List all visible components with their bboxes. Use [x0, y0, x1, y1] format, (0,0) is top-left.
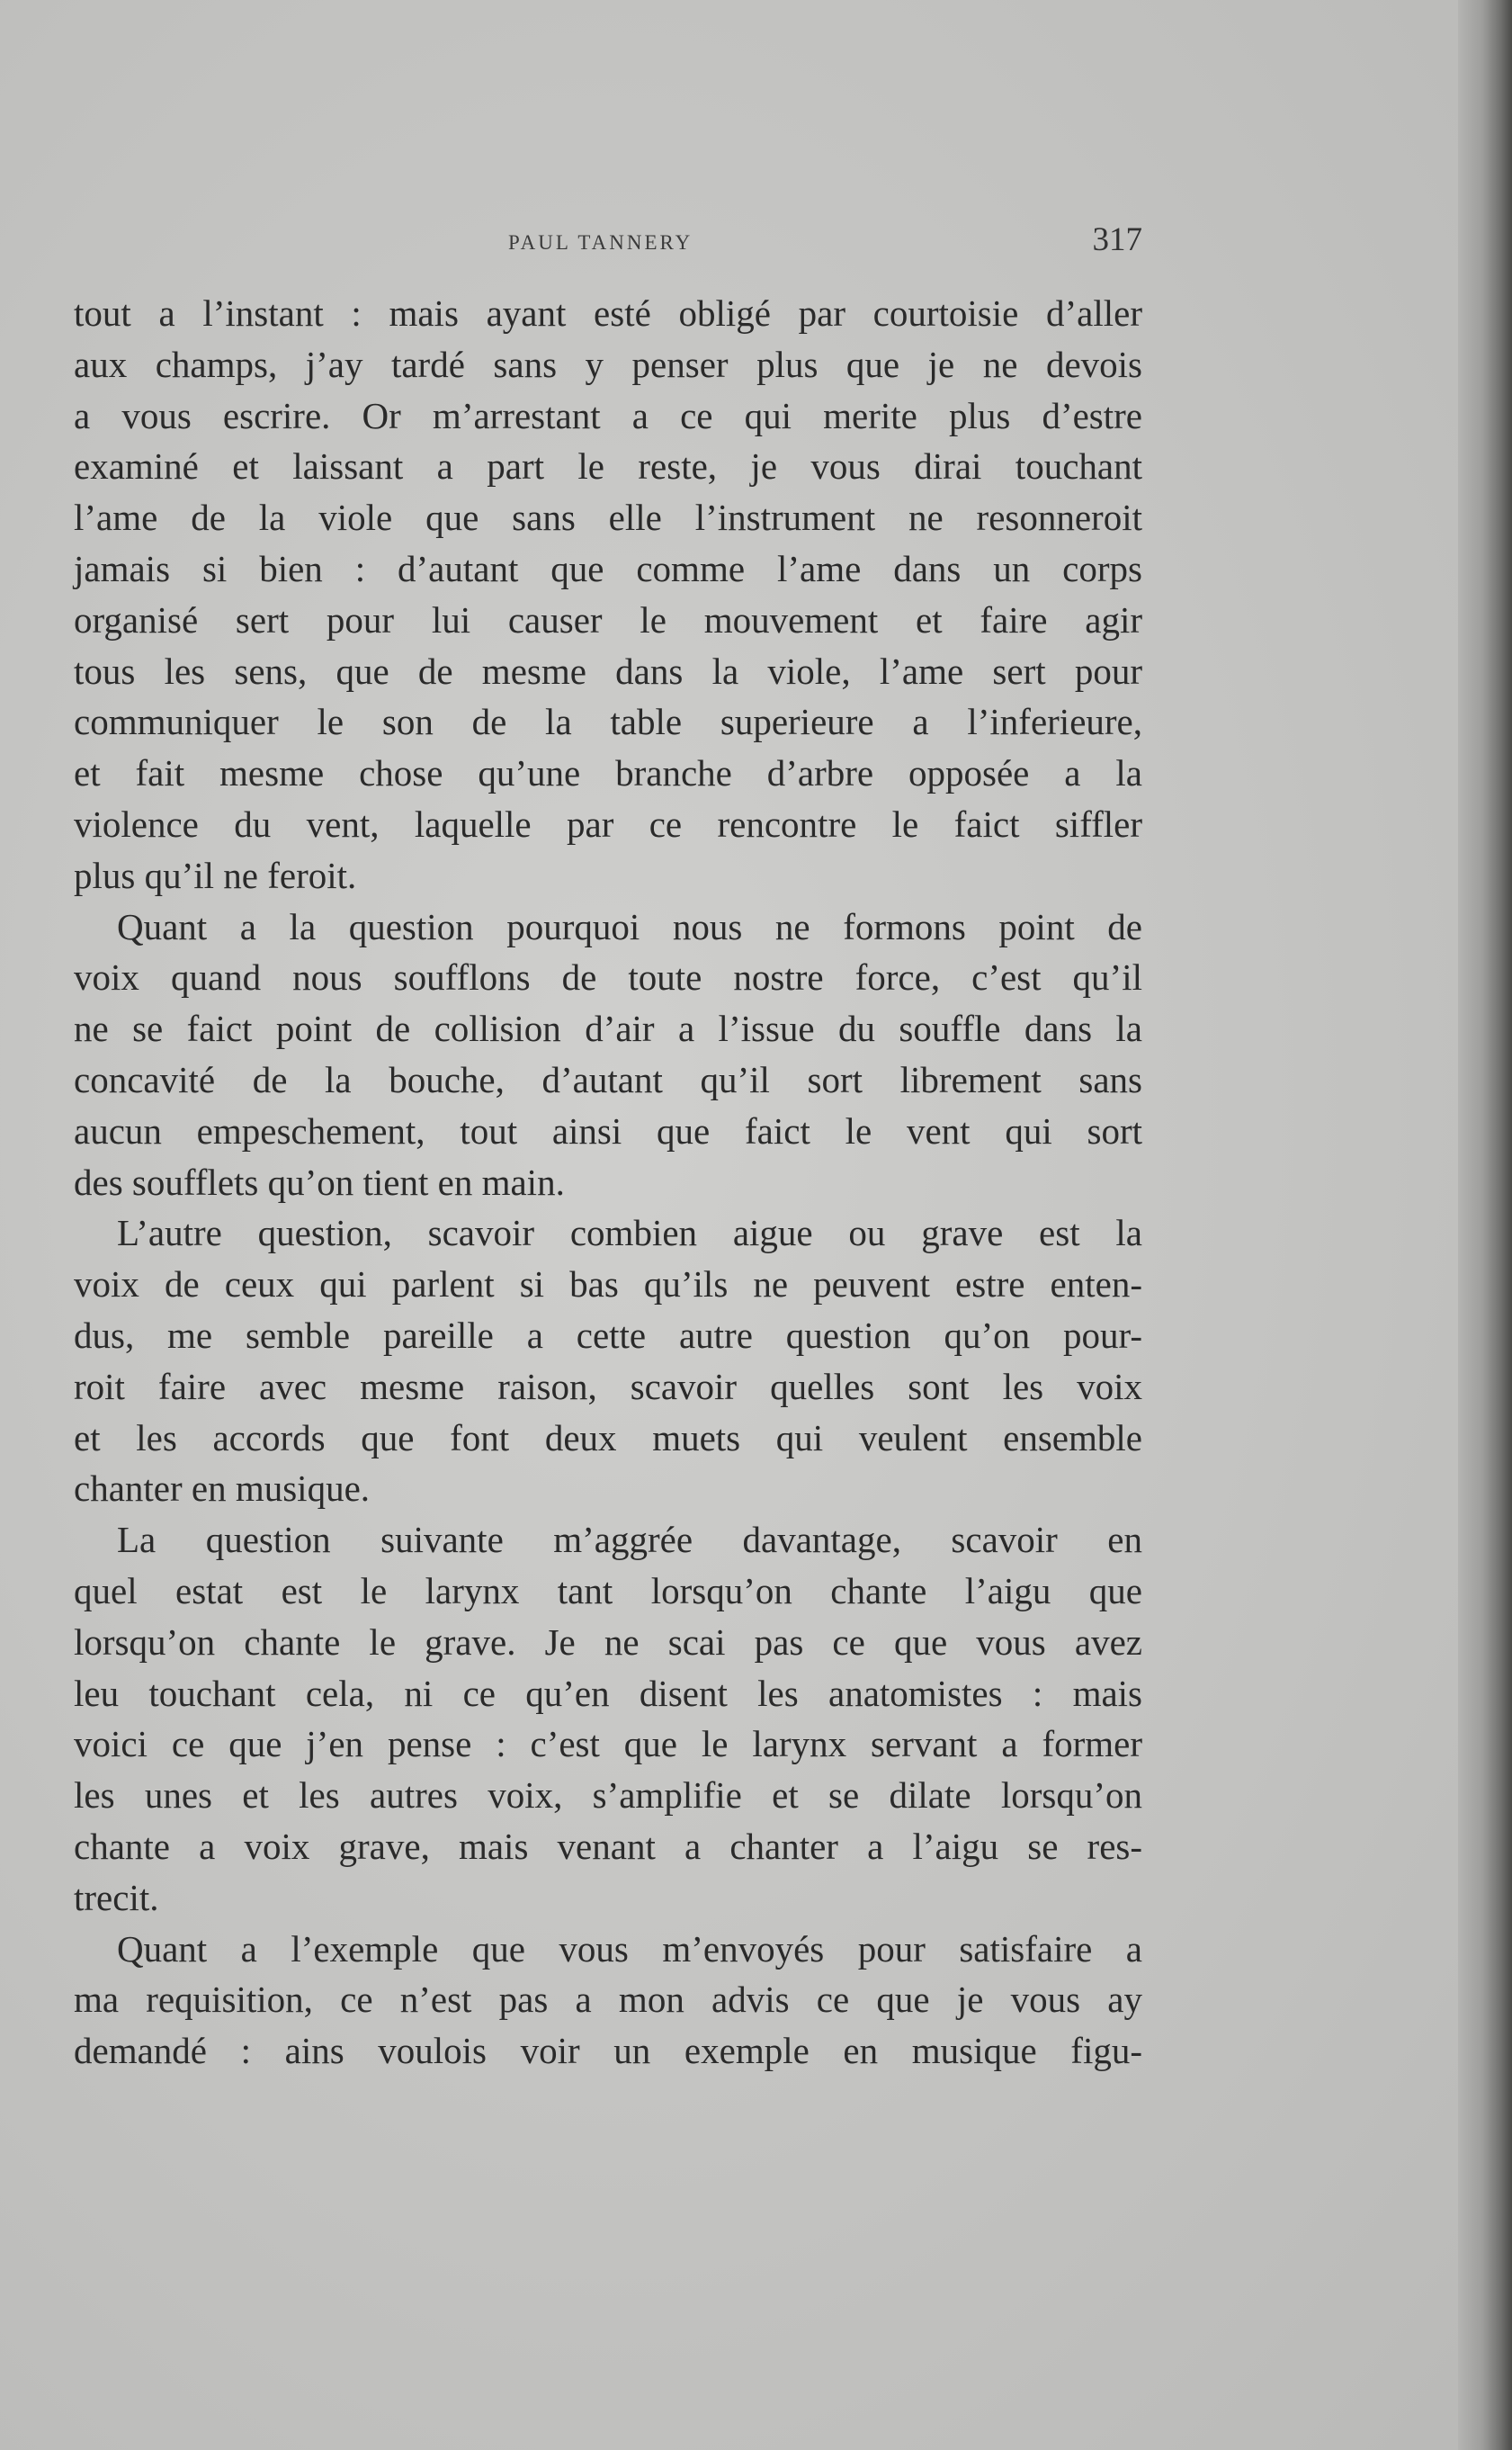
page-number: 317 [1092, 221, 1142, 258]
text-line: voix quand nous soufflons de toute nostre force, c’est qu’il [74, 956, 1142, 999]
text-line: a vous escrire. Or m’arrestant a ce qui merite plus d’estre [74, 394, 1142, 436]
running-head [72, 220, 1142, 265]
body-text [74, 288, 1142, 2077]
text-line: leu touchant cela, ni ce qu’en disent les anatomistes : mais [74, 1672, 1142, 1714]
running-title: PAUL TANNERY [508, 231, 693, 254]
text-line: et les accords que font deux muets qui veulent ensemble [74, 1416, 1142, 1458]
text-line: aucun empeschement, tout ainsi que faict le vent qui sort [74, 1109, 1142, 1152]
text-line: Quant a la question pourquoi nous ne formons point de [117, 905, 1142, 947]
text-line: les unes et les autres voix, s’amplifie et se dilate lorsqu’on [74, 1774, 1142, 1817]
text-line: tous les sens, que de mesme dans la viole, l’ame sert pour [74, 650, 1142, 692]
text-line: l’ame de la viole que sans elle l’instrument ne resonneroit [74, 497, 1142, 539]
text-line: L’autre question, scavoir combien aigue ou grave est la [117, 1212, 1142, 1254]
text-line: La question suivante m’aggrée davantage, scavoir en [117, 1519, 1142, 1561]
text-line: tout a l’instant : mais ayant esté obligé par courtoisie d’aller [74, 292, 1142, 334]
text-line: chante a voix grave, mais venant a chanter a l’aigu se res- [74, 1825, 1142, 1867]
text-line: trecit. [74, 1876, 159, 1918]
text-line: Quant a l’exemple que vous m’envoyés pour satisfaire a [117, 1927, 1142, 1970]
text-line: concavité de la bouche, d’autant qu’il sort librement sans [74, 1058, 1142, 1100]
text-line: dus, me semble pareille a cette autre question qu’on pour- [74, 1314, 1142, 1356]
text-line: ne se faict point de collision d’air a l’issue du souffle dans la [74, 1008, 1142, 1050]
text-line: examiné et laissant a part le reste, je vous dirai touchant [74, 445, 1142, 488]
text-line: et fait mesme chose qu’une branche d’arbre opposée a la [74, 752, 1142, 794]
text-line: demandé : ains voulois voir un exemple en musique figu- [74, 2030, 1142, 2072]
text-line: roit faire avec mesme raison, scavoir quelles sont les voix [74, 1365, 1142, 1407]
text-line: aux champs, j’ay tardé sans y penser plus que je ne devois [74, 343, 1142, 385]
text-line: jamais si bien : d’autant que comme l’ame dans un corps [74, 547, 1142, 589]
text-line: chanter en musique. [74, 1467, 371, 1510]
text-line: violence du vent, laquelle par ce rencontre le faict siffler [74, 803, 1142, 845]
text-line: lorsqu’on chante le grave. Je ne scai pas ce que vous avez [74, 1620, 1142, 1663]
text-line: ma requisition, ce n’est pas a mon advis ce que je vous ay [74, 1979, 1142, 2021]
text-line: organisé sert pour lui causer le mouvement et faire agir [74, 598, 1142, 641]
text-line: communiquer le son de la table superieure a l’inferieure, [74, 701, 1142, 743]
text-line: voix de ceux qui parlent si bas qu’ils ne peuvent estre enten- [74, 1263, 1142, 1306]
text-line: quel estat est le larynx tant lorsqu’on chante l’aigu que [74, 1569, 1142, 1611]
text-line: des soufflets qu’on tient en main. [74, 1161, 565, 1203]
page-gutter-shadow [1458, 0, 1512, 2450]
text-line: plus qu’il ne feroit. [74, 854, 357, 896]
text-line: voici ce que j’en pense : c’est que le larynx servant a former [74, 1723, 1142, 1765]
